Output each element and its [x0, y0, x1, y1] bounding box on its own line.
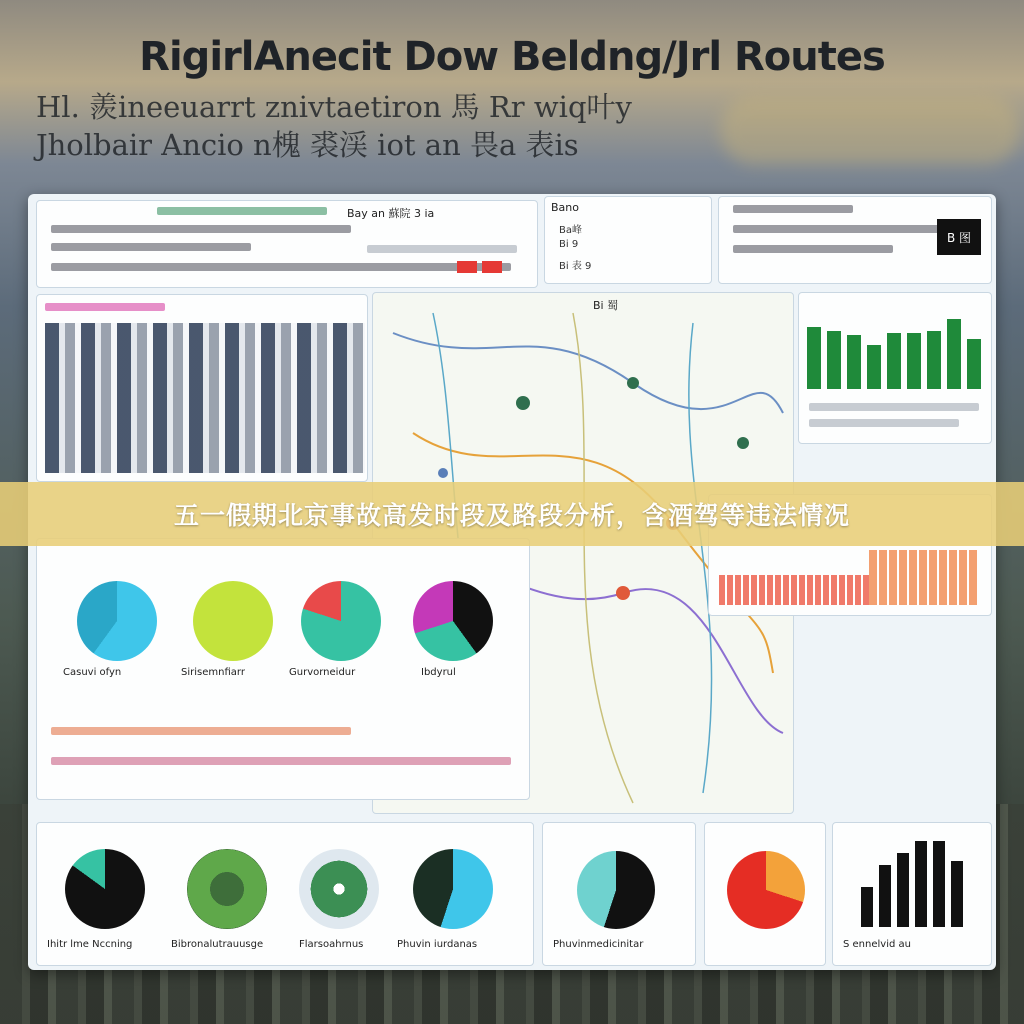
stats-heading: Bano — [551, 201, 579, 214]
bottom-caption: Ihitr lme Nccning — [47, 939, 133, 950]
pie-chart — [413, 849, 493, 929]
bottom-caption: Bibronalutrauusge — [171, 939, 264, 950]
bottom-caption: Phuvinmedicinitar — [553, 939, 644, 950]
green-bar — [887, 333, 901, 389]
infographic-board — [28, 194, 996, 970]
pie-chart — [577, 851, 655, 929]
subtitle-line-1: Hl. 羨ineeuarrt znivtaetiron 馬 Rr wiq叶y — [36, 90, 632, 124]
green-bar — [827, 331, 841, 389]
black-bar-chart — [832, 822, 992, 966]
pie-chart — [727, 851, 805, 929]
legend-badge: B 图 — [937, 219, 981, 255]
green-bar — [907, 333, 921, 389]
green-bar — [967, 339, 981, 389]
page-subtitle — [36, 88, 776, 164]
pie-chart — [413, 581, 493, 661]
page-title: RigirlAnecit Dow Beldng/Jrl Routes — [139, 34, 885, 80]
subtitle-line-2: Jholbair Ancio n槐 裘渓 iot an 畏a 表is — [36, 128, 579, 162]
pie-chart — [193, 581, 273, 661]
green-bar — [807, 327, 821, 389]
green-bar-chart — [798, 292, 992, 444]
green-bar — [947, 319, 961, 389]
bottom-caption: S ennelvid au — [843, 939, 911, 950]
stats-row-3: Bi 表 9 — [559, 261, 592, 272]
summary-panel — [36, 200, 538, 288]
bottom-mid-panel — [542, 822, 696, 966]
stats-row-2: Bi 9 — [559, 239, 579, 250]
stats-row-1: Ba峰 — [559, 225, 582, 236]
green-bar — [867, 345, 881, 389]
map-label: Bi 蜀 — [593, 299, 619, 312]
bottom-caption: Flarsoahrnus — [299, 939, 364, 950]
pie-caption: Gurvorneidur — [289, 667, 356, 678]
stats-panel — [544, 196, 712, 284]
bottom-left-panel — [36, 822, 534, 966]
pie-caption: Sirisemnfiarr — [181, 667, 245, 678]
dashboard-thumbnail — [36, 294, 368, 482]
summary-heading: Bay an 蘇院 3 ia — [347, 207, 435, 220]
headline-text: 五一假期北京事故高发时段及路段分析，含酒驾等违法情况 — [173, 501, 850, 530]
pie-chart — [77, 581, 157, 661]
pie-chart — [187, 849, 267, 929]
headline-banner — [0, 482, 1024, 546]
pie-chart — [65, 849, 145, 929]
pie-chart — [301, 581, 381, 661]
pie-caption: Ibdyrul — [421, 667, 456, 678]
bottom-caption: Phuvin iurdanas — [397, 939, 478, 950]
pie-caption: Casuvi ofyn — [63, 667, 122, 678]
pie-chart — [299, 849, 379, 929]
bottom-orange-panel — [704, 822, 826, 966]
green-bar — [847, 335, 861, 389]
legend-panel — [718, 196, 992, 284]
pie-row-panel — [36, 538, 530, 800]
green-bar — [927, 331, 941, 389]
